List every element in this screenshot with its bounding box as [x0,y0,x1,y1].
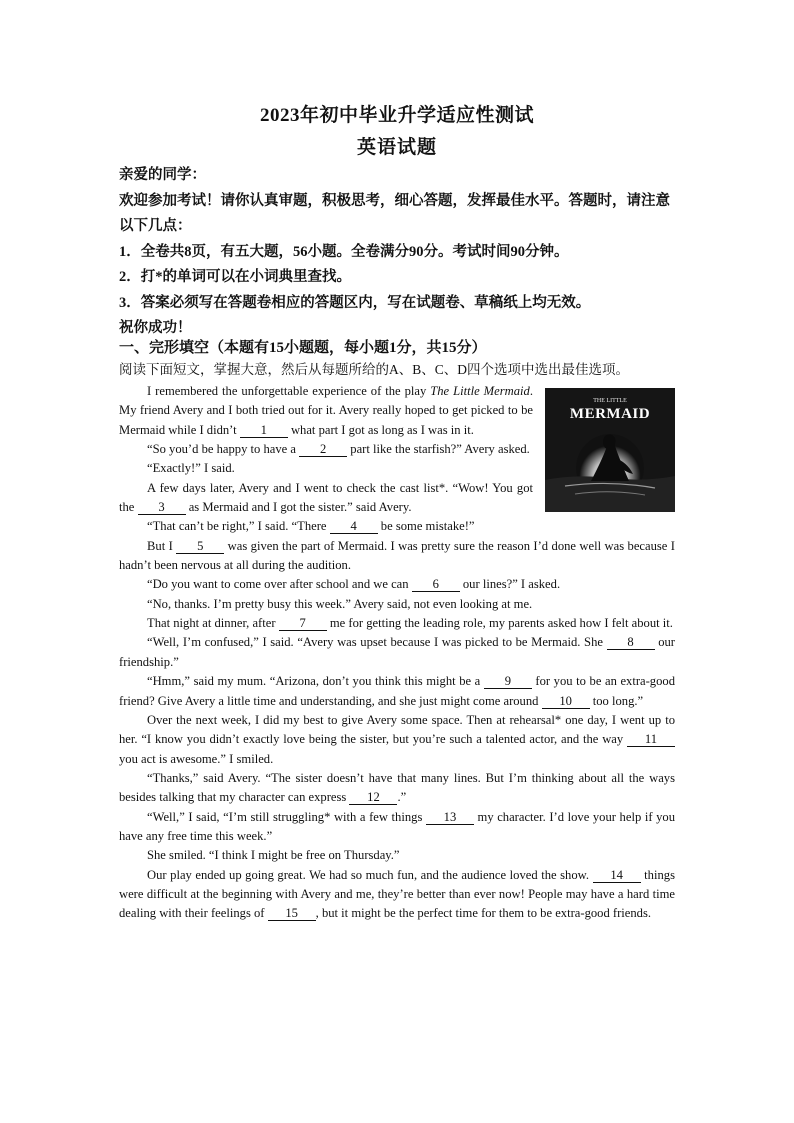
paragraph-8: “No, thanks. I’m pretty busy this week.” Avery said, not even looking at me. [147,596,533,611]
poster-line-1: THE LITTLE [593,398,627,404]
mermaid-poster-image [545,388,675,512]
instructions [119,163,683,342]
blank-15: 15 [268,906,316,921]
paragraph-2: “So you’d be happy to have a 2 part like the starfish?” Avery asked. [147,442,530,457]
exam-subtitle: 英语试题 [356,137,437,158]
paragraph-11: “Hmm,” said my mum. “Arizona, don’t you think this might be a 9 for you to be an extra-good friend? Give Avery a little time and understanding, and she just might come around 10 too long.” [119,674,675,708]
exam-title: 2023年初中毕业升学适应性测试 [259,105,534,126]
blank-14: 14 [593,868,641,883]
blank-9: 9 [484,674,532,689]
wish: 祝你成功！ [119,320,192,336]
paragraph-4: A few days later, Avery and I went to check the cast list*. “Wow! You got the 3 as Mermaid and I got the sister.” said Avery. [119,480,533,515]
paragraph-7: “Do you want to come over after school and we can 6 our lines?” I asked. [147,577,561,592]
section-directions: 阅读下面短文，掌握大意，然后从每题所给的A、B、C、D四个选项中选出最佳选项。 [119,362,630,377]
paragraph-13: “Thanks,” said Avery. “The sister doesn’t have that many lines. But I’m thinking about all the ways besides talking that my character can express 12 .” [119,770,675,805]
blank-13: 13 [426,810,474,825]
blank-1: 1 [240,423,288,438]
paragraph-5: “That can’t be right,” I said. “There 4 be some mistake!” [147,519,475,534]
blank-7: 7 [279,616,327,631]
rule-3: 3．答案必须写在答题卷相应的答题区内，写在试题卷、草稿纸上均无效。 [119,294,591,311]
blank-10: 10 [542,694,590,709]
blank-6: 6 [412,577,460,592]
welcome-text: 欢迎参加考试！请你认真审题，积极思考，细心答题，发挥最佳水平。答题时，请注意以下几点： [119,192,670,234]
blank-3: 3 [138,500,186,515]
play-title: The Little Mermaid [430,384,530,398]
blank-11: 11 [627,732,675,747]
paragraph-15: She smiled. “I think I might be free on Thursday.” [147,848,400,863]
blank-2: 2 [299,442,347,457]
section-heading: 一、完形填空（本题有15小题题，每小题1分，共15分） [119,340,487,356]
blank-8: 8 [607,635,655,650]
blank-12: 12 [349,790,397,805]
paragraph-3: “Exactly!” I said. [147,461,235,476]
paragraph-1: I remembered the unforgettable experience of the play The Little Mermaid. My friend Avery and I both tried out for it. Avery really hoped to get picked to be Mermaid while I didn’t 1 what part I got as long as I was in it. [119,384,533,437]
mermaid-illustration [545,388,675,512]
greeting: 亲爱的同学： [119,167,206,183]
paragraph-6: But I 5 was given the part of Mermaid. I was pretty sure the reason I’d done well was because I hadn’t been nervous at all during the audition. [119,538,676,573]
paragraph-12: Over the next week, I did my best to give Avery some space. Then at rehearsal* one day, I went up to her. “I know you didn’t exactly love being the sister, but you’re such a talented actor, and the way 11 you act is awesome.” I smiled. [119,712,675,766]
paragraph-14: “Well,” I said, “I’m still struggling* with a few things 13 my character. I’d love your help if you have any free time this week.” [119,809,675,843]
paragraph-10: “Well, I’m confused,” I said. “Avery was upset because I was picked to be Mermaid. She 8 our friendship.” [119,635,675,669]
blank-4: 4 [330,519,378,534]
rule-1: 1．全卷共8页，有五大题，56小题。全卷满分90分。考试时间90分钟。 [119,243,569,260]
cloze-passage [119,382,675,924]
blank-5: 5 [176,539,224,554]
paragraph-16: Our play ended up going great. We had so much fun, and the audience loved the show. 14 things were difficult at the beginning with Avery and me, they’re better than ever now! People may have a hard time dealing with their feelings of 15 , but it might be the perfect time for them to be extra-good friends. [119,867,675,921]
paragraph-9: That night at dinner, after 7 me for getting the leading role, my parents asked how I felt about it. [147,616,673,631]
rule-2: 2．打*的单词可以在小词典里查找。 [119,269,351,285]
poster-line-2: MERMAID [569,406,651,422]
